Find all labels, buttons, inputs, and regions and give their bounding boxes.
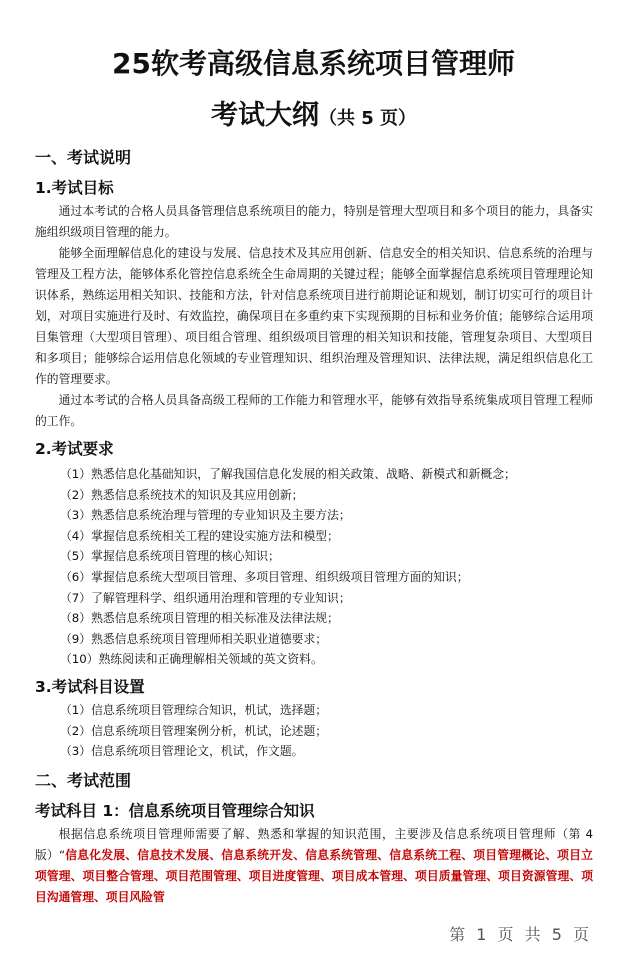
paragraph: 通过本考试的合格人员具备高级工程师的工作能力和管理水平，能够有效指导系统集成项目管理工程师的工作。 xyxy=(35,393,593,428)
list-item: （3）熟悉信息系统治理与管理的专业知识及主要方法； xyxy=(60,508,351,523)
list-item: （5）掌握信息系统项目管理的核心知识； xyxy=(60,549,280,564)
document-body xyxy=(35,145,593,908)
intro-text: 根据信息系统项目管理师需要了解、熟悉和掌握的知识范围，主要涉及信息系统项目管理师（第 4 版）“ xyxy=(35,826,593,862)
list-item: （9）熟悉信息系统项目管理师相关职业道德要求； xyxy=(60,631,328,646)
list-item: （6）掌握信息系统大型项目管理、多项目管理、组织级项目管理方面的知识； xyxy=(60,569,469,584)
list-item: （4）掌握信息系统相关工程的建设实施方法和模型； xyxy=(60,528,339,543)
document-title: 25软考高级信息系统项目管理师 xyxy=(112,47,515,80)
page-footer: 第 1 页 共 5 页 xyxy=(449,924,592,944)
paragraph: 通过本考试的合格人员具备管理信息系统项目的能力，特别是管理大型项目和多个项目的能力，具备实施组织级项目管理的能力。 xyxy=(35,204,593,239)
subsection-heading: 考试科目 1：信息系统项目管理综合知识 xyxy=(35,801,315,820)
paragraph: 能够全面理解信息化的建设与发展、信息技术及其应用创新、信息安全的相关知识、信息系统的治理与管理及工程方法，能够体系化管控信息系统全生命周期的关键过程；能够全面掌握信息系统项目管理理论知识体系，熟练运用相关知识、技能和方法，针对信息系统项目进行前期论证和规划，制订切实可行的项目计划，对项目实施进行及时、有效监控，确保项目在多重约束下实现预期的目标和业务价值；能够综合运用项目集管理（大型项目管理）、项目组合管理、组织级项目管理的相关知识和技能，管理复杂项目、大型项目和多项目；能够综合运用信息化领域的专业管理知识、组织治理及管理知识、法律法规，满足组织信息化工作的管理要求。 xyxy=(35,246,593,386)
list-item: （7）了解管理科学、组织通用治理和管理的专业知识； xyxy=(60,590,351,605)
subsection-heading: 1.考试目标 xyxy=(35,179,114,197)
subsection-heading: 2.考试要求 xyxy=(35,440,114,458)
list-item: （1）熟悉信息化基础知识，了解我国信息化发展的相关政策、战略、新模式和新概念； xyxy=(60,467,516,481)
list-item: （2）信息系统项目管理案例分析，机试，论述题； xyxy=(60,723,328,738)
section-heading: 一、考试说明 xyxy=(35,148,132,167)
subsection-heading: 3.考试科目设置 xyxy=(35,677,145,696)
list-item: （2）熟悉信息系统技术的知识及其应用创新； xyxy=(60,487,304,502)
section-heading: 二、考试范围 xyxy=(35,770,132,790)
list-item: （3）信息系统项目管理论文，机试，作文题。 xyxy=(60,744,304,759)
highlighted-topics: 信息化发展、信息技术发展、信息系统开发、信息系统管理、信息系统工程、项目管理概论、项目立项管理、项目整合管理、项目范围管理、项目进度管理、项目成本管理、项目质量管理、项目资源管理、项目沟通管理、项目风险管 xyxy=(35,847,593,904)
document-subtitle xyxy=(0,96,627,139)
list-item: （8）熟悉信息系统项目管理的相关标准及法律法规； xyxy=(60,611,339,626)
page-count-note: （共 5 页） xyxy=(318,108,417,129)
subtitle-text: 考试大纲 xyxy=(210,100,319,131)
paragraph xyxy=(35,824,593,908)
list-item: （10）熟练阅读和正确理解相关领域的英文资料。 xyxy=(60,652,323,667)
list-item: （1）信息系统项目管理综合知识，机试，选择题； xyxy=(60,702,328,717)
